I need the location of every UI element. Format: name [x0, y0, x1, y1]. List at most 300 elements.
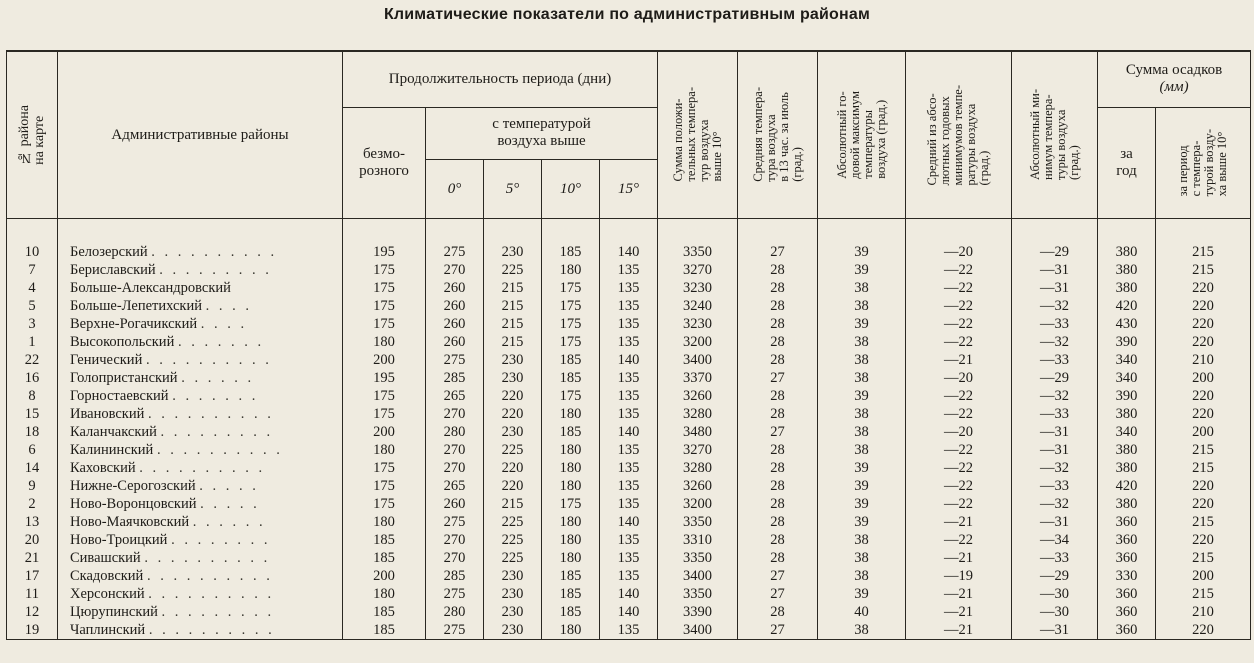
- value-abs-min: —31: [1012, 621, 1098, 640]
- value-avg-july: 27: [738, 369, 818, 387]
- district-name: Бериславский: [70, 261, 156, 278]
- district-name: Цюрупинский: [70, 603, 158, 620]
- district-name-cell: [58, 441, 343, 459]
- value-above-15: 135: [600, 261, 658, 279]
- value-above-5: 225: [484, 549, 542, 567]
- value-avg-july: 28: [738, 549, 818, 567]
- table-row: [7, 279, 1251, 297]
- value-avg-min: —21: [906, 549, 1012, 567]
- value-sum-positive: 3280: [658, 459, 738, 477]
- value-above-0: 270: [426, 441, 484, 459]
- value-abs-max: 39: [818, 243, 906, 261]
- value-abs-min: —33: [1012, 477, 1098, 495]
- value-above-15: 135: [600, 441, 658, 459]
- value-above-10: 185: [542, 369, 600, 387]
- value-above-0: 275: [426, 513, 484, 531]
- value-precip-year: 390: [1098, 333, 1156, 351]
- climate-table: [6, 50, 1251, 640]
- value-sum-positive: 3350: [658, 549, 738, 567]
- value-frost-free: 180: [343, 585, 426, 603]
- value-avg-min: —21: [906, 585, 1012, 603]
- value-above-0: 275: [426, 621, 484, 640]
- value-abs-min: —32: [1012, 495, 1098, 513]
- value-avg-min: —20: [906, 423, 1012, 441]
- header-precip-year: за год: [1098, 107, 1156, 218]
- header-district-name: Административные районы: [58, 51, 343, 218]
- value-above-0: 270: [426, 549, 484, 567]
- table-row: [7, 423, 1251, 441]
- value-above-15: 140: [600, 585, 658, 603]
- district-number: 9: [7, 477, 58, 495]
- value-abs-max: 38: [818, 531, 906, 549]
- value-precip-period: 210: [1156, 603, 1251, 621]
- district-name: Нижне-Серогозский: [70, 477, 196, 494]
- value-above-5: 230: [484, 621, 542, 640]
- leader-dots: . . . . . . . . . .: [139, 459, 266, 476]
- value-precip-period: 220: [1156, 405, 1251, 423]
- value-above-0: 260: [426, 297, 484, 315]
- value-frost-free: 195: [343, 243, 426, 261]
- value-above-5: 230: [484, 243, 542, 261]
- header-avg-july-temp: Средняя темпера- тура воздуха в 13 час. за июль (град.): [738, 51, 818, 218]
- header-temp-10: 10°: [542, 159, 600, 218]
- district-number: 20: [7, 531, 58, 549]
- value-sum-positive: 3400: [658, 621, 738, 640]
- leader-dots: . . . . . . .: [172, 387, 259, 404]
- leader-dots: . . . . . . .: [177, 333, 265, 350]
- value-above-10: 175: [542, 495, 600, 513]
- value-above-15: 135: [600, 405, 658, 423]
- value-above-15: 135: [600, 621, 658, 640]
- value-precip-period: 220: [1156, 279, 1251, 297]
- table-row: [7, 621, 1251, 640]
- header-district-number: № района на карте: [7, 51, 58, 218]
- table-row: [7, 369, 1251, 387]
- district-number: 15: [7, 405, 58, 423]
- district-name: Чаплинский: [70, 621, 146, 638]
- district-number: 11: [7, 585, 58, 603]
- value-above-10: 180: [542, 261, 600, 279]
- value-precip-period: 215: [1156, 549, 1251, 567]
- table-row: [7, 603, 1251, 621]
- value-precip-year: 340: [1098, 423, 1156, 441]
- value-avg-july: 28: [738, 297, 818, 315]
- value-above-15: 135: [600, 459, 658, 477]
- value-avg-july: 28: [738, 603, 818, 621]
- value-abs-min: —31: [1012, 423, 1098, 441]
- value-precip-period: 210: [1156, 351, 1251, 369]
- district-name-cell: [58, 459, 343, 477]
- district-number: 10: [7, 243, 58, 261]
- value-precip-year: 360: [1098, 513, 1156, 531]
- value-avg-july: 27: [738, 567, 818, 585]
- header-avg-min: Средний из абсо- лютных годовых минимумов темпе- ратуры воздуха (град.): [906, 51, 1012, 218]
- value-abs-max: 39: [818, 513, 906, 531]
- value-precip-year: 360: [1098, 585, 1156, 603]
- value-above-5: 215: [484, 333, 542, 351]
- header-sum-positive-temps: Сумма положи- тельных темпера- тур воздуха выше 10°: [658, 51, 738, 218]
- leader-dots: . . . . . . . . .: [159, 261, 272, 278]
- district-name: Генический: [70, 351, 143, 368]
- value-sum-positive: 3280: [658, 405, 738, 423]
- value-precip-period: 220: [1156, 621, 1251, 640]
- value-avg-july: 28: [738, 477, 818, 495]
- value-precip-period: 215: [1156, 261, 1251, 279]
- value-above-5: 225: [484, 441, 542, 459]
- value-avg-min: —22: [906, 261, 1012, 279]
- value-above-15: 140: [600, 351, 658, 369]
- value-precip-period: 215: [1156, 243, 1251, 261]
- value-abs-min: —32: [1012, 387, 1098, 405]
- value-sum-positive: 3390: [658, 603, 738, 621]
- leader-dots: . . . . .: [200, 495, 260, 512]
- district-name: Сивашский: [70, 549, 141, 566]
- table-row: [7, 261, 1251, 279]
- value-above-5: 230: [484, 603, 542, 621]
- table-row: [7, 567, 1251, 585]
- district-name-cell: [58, 243, 343, 261]
- table-row: [7, 513, 1251, 531]
- district-name-cell: [58, 351, 343, 369]
- value-above-10: 180: [542, 477, 600, 495]
- table-row: [7, 531, 1251, 549]
- district-number: 5: [7, 297, 58, 315]
- value-above-15: 135: [600, 477, 658, 495]
- value-above-5: 215: [484, 495, 542, 513]
- value-above-5: 220: [484, 387, 542, 405]
- table-body: [7, 218, 1251, 639]
- value-precip-period: 220: [1156, 531, 1251, 549]
- value-precip-period: 215: [1156, 459, 1251, 477]
- district-name-cell: [58, 585, 343, 603]
- header-temp-above: с температурой воздуха выше: [426, 107, 658, 159]
- district-name: Ново-Троицкий: [70, 531, 168, 548]
- district-number: 2: [7, 495, 58, 513]
- value-above-15: 135: [600, 567, 658, 585]
- value-avg-min: —22: [906, 531, 1012, 549]
- value-precip-period: 220: [1156, 315, 1251, 333]
- district-name-cell: [58, 315, 343, 333]
- district-number: 19: [7, 621, 58, 640]
- value-sum-positive: 3200: [658, 495, 738, 513]
- value-frost-free: 185: [343, 531, 426, 549]
- value-above-0: 260: [426, 315, 484, 333]
- value-above-15: 135: [600, 549, 658, 567]
- value-precip-period: 215: [1156, 441, 1251, 459]
- value-above-5: 225: [484, 513, 542, 531]
- leader-dots: . . . . . . . . . .: [156, 441, 283, 458]
- value-abs-max: 39: [818, 315, 906, 333]
- value-abs-min: —31: [1012, 513, 1098, 531]
- value-avg-min: —21: [906, 621, 1012, 640]
- leader-dots: . . . . . . . . .: [160, 423, 274, 440]
- value-above-0: 265: [426, 477, 484, 495]
- district-name-cell: [58, 531, 343, 549]
- header-temp-0: 0°: [426, 159, 484, 218]
- value-frost-free: 175: [343, 477, 426, 495]
- value-above-5: 220: [484, 405, 542, 423]
- district-name-cell: [58, 297, 343, 315]
- value-above-15: 135: [600, 297, 658, 315]
- value-abs-max: 39: [818, 459, 906, 477]
- value-precip-period: 220: [1156, 333, 1251, 351]
- value-avg-july: 27: [738, 243, 818, 261]
- district-number: 14: [7, 459, 58, 477]
- value-above-15: 135: [600, 495, 658, 513]
- value-frost-free: 180: [343, 333, 426, 351]
- value-above-5: 215: [484, 279, 542, 297]
- value-above-10: 175: [542, 279, 600, 297]
- district-name-cell: [58, 495, 343, 513]
- leader-dots: . . . . . . . . .: [161, 603, 275, 620]
- value-avg-min: —20: [906, 243, 1012, 261]
- district-number: 4: [7, 279, 58, 297]
- value-above-15: 140: [600, 513, 658, 531]
- value-precip-year: 380: [1098, 279, 1156, 297]
- table-row: [7, 459, 1251, 477]
- value-above-5: 230: [484, 567, 542, 585]
- value-precip-period: 220: [1156, 387, 1251, 405]
- district-name: Скадовский: [70, 567, 144, 584]
- value-precip-year: 380: [1098, 441, 1156, 459]
- value-abs-min: —32: [1012, 297, 1098, 315]
- value-abs-min: —33: [1012, 351, 1098, 369]
- header-frost-free: безмо- розного: [343, 107, 426, 218]
- district-name: Голопристанский: [70, 369, 178, 386]
- value-avg-july: 28: [738, 513, 818, 531]
- district-name-cell: [58, 513, 343, 531]
- value-avg-min: —22: [906, 405, 1012, 423]
- table-row: [7, 477, 1251, 495]
- value-above-0: 270: [426, 405, 484, 423]
- value-frost-free: 185: [343, 603, 426, 621]
- value-sum-positive: 3260: [658, 477, 738, 495]
- value-precip-period: 215: [1156, 513, 1251, 531]
- value-above-0: 285: [426, 567, 484, 585]
- value-precip-year: 380: [1098, 243, 1156, 261]
- table-row: [7, 441, 1251, 459]
- leader-dots: . . . .: [200, 315, 248, 332]
- value-abs-max: 39: [818, 495, 906, 513]
- value-sum-positive: 3310: [658, 531, 738, 549]
- value-above-10: 185: [542, 243, 600, 261]
- value-abs-max: 38: [818, 423, 906, 441]
- value-above-10: 180: [542, 549, 600, 567]
- value-above-15: 135: [600, 387, 658, 405]
- value-sum-positive: 3480: [658, 423, 738, 441]
- value-sum-positive: 3200: [658, 333, 738, 351]
- leader-dots: . . . . . . . . . .: [146, 567, 273, 584]
- value-precip-year: 380: [1098, 459, 1156, 477]
- value-above-5: 220: [484, 477, 542, 495]
- value-above-10: 175: [542, 297, 600, 315]
- value-above-15: 135: [600, 531, 658, 549]
- value-above-10: 185: [542, 603, 600, 621]
- value-avg-min: —22: [906, 315, 1012, 333]
- value-frost-free: 180: [343, 441, 426, 459]
- value-precip-year: 360: [1098, 621, 1156, 640]
- value-above-0: 285: [426, 369, 484, 387]
- value-above-10: 175: [542, 333, 600, 351]
- district-number: 21: [7, 549, 58, 567]
- value-avg-min: —19: [906, 567, 1012, 585]
- value-sum-positive: 3270: [658, 441, 738, 459]
- value-sum-positive: 3400: [658, 567, 738, 585]
- value-above-0: 270: [426, 261, 484, 279]
- value-above-10: 175: [542, 387, 600, 405]
- district-name-cell: [58, 405, 343, 423]
- district-name: Больше-Лепетихский: [70, 297, 202, 314]
- value-precip-year: 380: [1098, 405, 1156, 423]
- value-abs-min: —29: [1012, 243, 1098, 261]
- value-above-10: 185: [542, 423, 600, 441]
- value-frost-free: 200: [343, 351, 426, 369]
- table-row: [7, 387, 1251, 405]
- value-abs-min: —31: [1012, 279, 1098, 297]
- value-precip-period: 200: [1156, 423, 1251, 441]
- district-name-cell: [58, 387, 343, 405]
- value-abs-min: —33: [1012, 405, 1098, 423]
- value-above-10: 180: [542, 531, 600, 549]
- value-above-0: 275: [426, 351, 484, 369]
- value-above-5: 230: [484, 585, 542, 603]
- value-sum-positive: 3400: [658, 351, 738, 369]
- value-above-10: 185: [542, 567, 600, 585]
- value-sum-positive: 3240: [658, 297, 738, 315]
- header-precipitation: Сумма осадков (мм): [1098, 51, 1251, 107]
- value-precip-period: 200: [1156, 369, 1251, 387]
- leader-dots: . . . . . . . . . .: [151, 243, 278, 260]
- value-above-5: 230: [484, 351, 542, 369]
- table-row: [7, 549, 1251, 567]
- district-name-cell: [58, 603, 343, 621]
- value-above-15: 135: [600, 315, 658, 333]
- district-number: 16: [7, 369, 58, 387]
- value-frost-free: 200: [343, 567, 426, 585]
- value-frost-free: 185: [343, 549, 426, 567]
- value-precip-period: 220: [1156, 495, 1251, 513]
- value-above-10: 175: [542, 315, 600, 333]
- value-above-0: 260: [426, 495, 484, 513]
- district-name-cell: [58, 477, 343, 495]
- value-avg-july: 28: [738, 279, 818, 297]
- value-precip-period: 220: [1156, 297, 1251, 315]
- value-frost-free: 175: [343, 495, 426, 513]
- header-precip-period: за период с темпера- турой возду- ха выше 10°: [1156, 107, 1251, 218]
- district-name-cell: [58, 261, 343, 279]
- value-abs-max: 39: [818, 585, 906, 603]
- spacer-row: [7, 218, 1251, 243]
- district-name: Ново-Воронцовский: [70, 495, 197, 512]
- value-abs-min: —32: [1012, 333, 1098, 351]
- value-avg-july: 28: [738, 459, 818, 477]
- value-avg-min: —22: [906, 297, 1012, 315]
- table-row: [7, 585, 1251, 603]
- value-avg-min: —21: [906, 351, 1012, 369]
- header-period-duration: Продолжительность периода (дни): [343, 51, 658, 107]
- value-above-0: 275: [426, 585, 484, 603]
- value-avg-july: 27: [738, 423, 818, 441]
- district-name: Херсонский: [70, 585, 145, 602]
- value-abs-max: 39: [818, 477, 906, 495]
- value-frost-free: 175: [343, 279, 426, 297]
- value-abs-max: 38: [818, 405, 906, 423]
- value-above-5: 215: [484, 297, 542, 315]
- header-abs-min: Абсолютный ми- нимум темпера- туры воздуха (град.): [1012, 51, 1098, 218]
- value-abs-min: —29: [1012, 369, 1098, 387]
- value-precip-period: 220: [1156, 477, 1251, 495]
- value-abs-max: 40: [818, 603, 906, 621]
- district-name: Калининский: [70, 441, 154, 458]
- value-sum-positive: 3270: [658, 261, 738, 279]
- district-number: 1: [7, 333, 58, 351]
- table-row: [7, 351, 1251, 369]
- table-row: [7, 405, 1251, 423]
- value-frost-free: 175: [343, 297, 426, 315]
- district-name-cell: [58, 369, 343, 387]
- value-above-5: 225: [484, 531, 542, 549]
- value-avg-min: —20: [906, 369, 1012, 387]
- value-abs-min: —30: [1012, 603, 1098, 621]
- value-above-0: 275: [426, 243, 484, 261]
- district-number: 6: [7, 441, 58, 459]
- leader-dots: . . . . . .: [181, 369, 255, 386]
- district-name: Каланчакский: [70, 423, 157, 440]
- value-avg-july: 28: [738, 333, 818, 351]
- value-abs-min: —29: [1012, 567, 1098, 585]
- leader-dots: . . . . . . . . . .: [145, 351, 272, 368]
- value-abs-max: 39: [818, 261, 906, 279]
- value-avg-min: —22: [906, 279, 1012, 297]
- district-name: Белозерский: [70, 243, 148, 260]
- value-frost-free: 175: [343, 315, 426, 333]
- district-name: Ивановский: [70, 405, 145, 422]
- value-avg-july: 28: [738, 495, 818, 513]
- leader-dots: . . . . . .: [192, 513, 266, 530]
- value-above-5: 215: [484, 315, 542, 333]
- value-abs-max: 38: [818, 567, 906, 585]
- value-precip-period: 200: [1156, 567, 1251, 585]
- value-avg-july: 27: [738, 621, 818, 640]
- value-frost-free: 175: [343, 405, 426, 423]
- value-sum-positive: 3350: [658, 243, 738, 261]
- value-avg-min: —22: [906, 333, 1012, 351]
- value-precip-year: 360: [1098, 603, 1156, 621]
- table-row: [7, 243, 1251, 261]
- value-above-10: 180: [542, 441, 600, 459]
- value-precip-year: 380: [1098, 261, 1156, 279]
- value-abs-max: 38: [818, 297, 906, 315]
- leader-dots: . . . . . . . . . .: [148, 621, 275, 638]
- value-avg-july: 28: [738, 351, 818, 369]
- value-precip-period: 215: [1156, 585, 1251, 603]
- district-number: 22: [7, 351, 58, 369]
- value-precip-year: 420: [1098, 297, 1156, 315]
- value-frost-free: 200: [343, 423, 426, 441]
- header-temp-15: 15°: [600, 159, 658, 218]
- district-number: 12: [7, 603, 58, 621]
- value-precip-year: 360: [1098, 531, 1156, 549]
- district-name: Горностаевский: [70, 387, 169, 404]
- district-name-cell: [58, 549, 343, 567]
- value-above-5: 230: [484, 369, 542, 387]
- value-avg-min: —22: [906, 387, 1012, 405]
- value-frost-free: 185: [343, 621, 426, 640]
- value-abs-max: 38: [818, 279, 906, 297]
- value-abs-max: 38: [818, 369, 906, 387]
- value-frost-free: 175: [343, 387, 426, 405]
- value-above-10: 185: [542, 585, 600, 603]
